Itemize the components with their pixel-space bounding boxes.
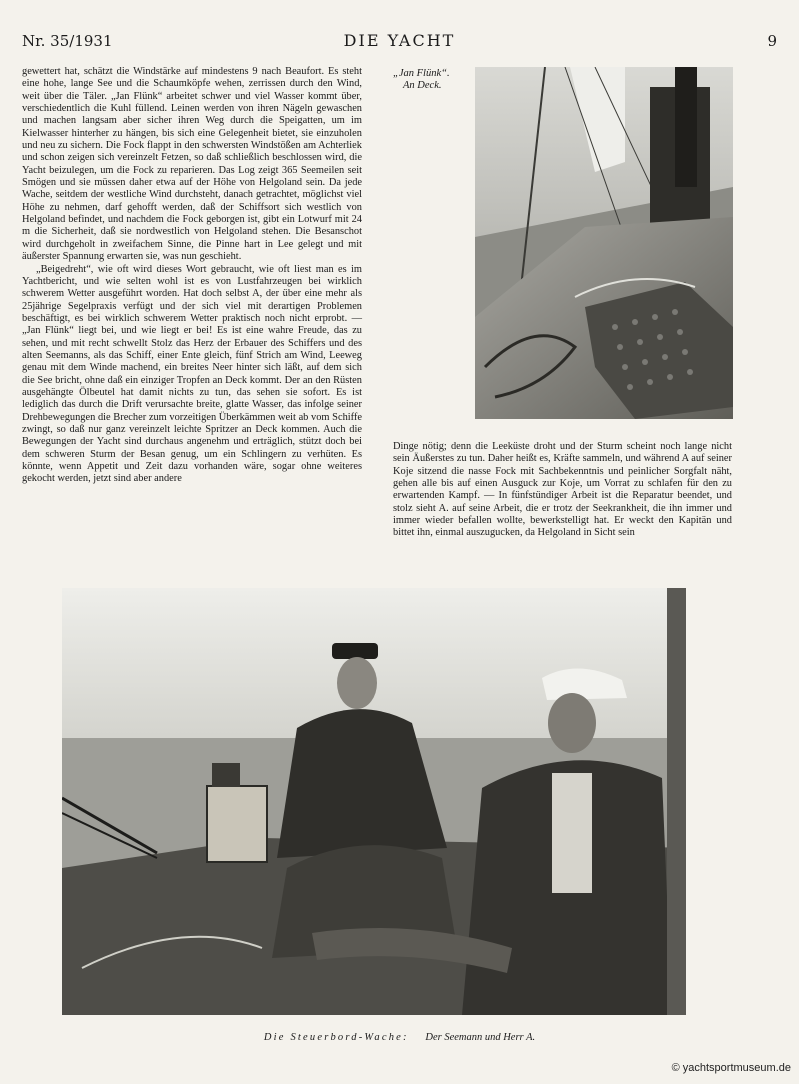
paragraph: „Beigedreht“, wie oft wird dieses Wort gebraucht, wie oft liest man es im Yachtbericht, und wie selten wohl ist es von Lustfahrzeugen bei wirklich schwerem Wetter ausgeführt worden. Hat doch selbst A, der über eine mehr als 25jährige Segelpraxis verfügt und der sich viel mit derartigen Problemen beschäftigt, es bei wirklich schwerem Wetter praktisch noch nicht erprobt. — „Jan Flünk“ liegt bei, und wie liegt er bei! Es ist eine wahre Freude, das zu sehen, und mit recht schwellt Stolz das Herz der Erbauer des Schiffers und des alten Seemanns, als das Schiff, einer Ente gleich, fünf Strich am Wind, Leeweg genau mit dem Winde machend, ein breites Neer hinter sich läßt, auf dem sich die See bricht, ohne daß ein einziger Tropfen an Deck kommt. Der an den Rüsten ausgehängte Ölbeutel hat damit nichts zu tun, das sehen sie sofort. Es ist lediglich das durch die Drift verursachte breite, glatte Wasser, das infolge seiner Drehbewegungen die Brecher zum vorzeitigen Überkämmen weit ab vom Schiffe zwingt, so daß nur ganz vereinzelt leichte Spritzer an Deck kommen. Auch die Bewegungen der Yacht sind durchaus angenehm und erträglich, stützt doch bei dem schweren Sturm der Besan genug, um ein Schlingern zu verhüten. Es könnte, wenn Appetit und Zeit dazu vorhanden wäre, sogar ohne weiteres gekocht werden, jetzt sind aber andere xyxy=(22,263,362,485)
caption-subtitle: An Deck. xyxy=(403,80,442,91)
caption-title: „Jan Flünk“. xyxy=(393,68,450,79)
paragraph: Dinge nötig; denn die Leeküste droht und der Sturm scheint noch lange nicht sein Äußerstes zu tun. Daher heißt es, Kräfte sammeln, und während A auf seiner Koje sitzend die nasse Fock mit Sachbekenntnis und peinlicher Sorgfalt näht, gehen alle bis auf einen Ausguck zur Koje, um Vorrat zu schlafen für den zu erwartenden Kampf. — In fünfstündiger Arbeit ist die Reparatur beendet, und stolz sieht A. auf seine Arbeit, die er trotz der Seekrankheit, die ihn immer und immer wieder befallen wollte, bewerkstelligt hat. Er weckt den Kapitän und bittet ihn, einmal auszugucken, da Helgoland in Sicht sein xyxy=(393,441,732,539)
page-number: 9 xyxy=(767,32,777,50)
caption-text: Der Seemann und Herr A. xyxy=(425,1032,536,1043)
caption-label: Die Steuerbord-Wache: xyxy=(263,1032,409,1043)
right-text-column xyxy=(393,441,732,540)
issue-number: Nr. 35/1931 xyxy=(22,32,113,50)
left-text-column xyxy=(22,66,362,486)
deck-photo xyxy=(475,67,733,419)
watermark: © yachtsportmuseum.de xyxy=(671,1062,791,1074)
paragraph: gewettert hat, schätzt die Windstärke auf mindestens 9 nach Beaufort. Es steht eine hohe, lange See und die Schaumköpfe wehen, zerrissen durch den Wind, weit über die Täler. „Jan Flünk“ arbeitet schwer und viel Wasser kommt über, verschiedentlich die Kuhl füllend. Leinen werden von ihren Nägeln gewaschen und machen langsam aber sicher ihren Weg durch die Speigatten, um im Kielwasser hinterher zu hängen, bis sich eine Gelegenheit bietet, sie einzuholen und neu zu sichern. Die Fock flappt in den schwersten Windstößen am Achterliek und schon zeigen sich vereinzelt Fetzen, so daß schließlich beschlossen wird, die Yacht beizulegen, um die Fock zu reparieren. Das Log zeigt 365 Seemeilen seit Smögen und sie müssen daher etwa auf der Höhe von Helgoland sein. Da jede Wache, seitdem der westliche Wind durchsteht, danach getrachtet, möglichst viel Höhe zu nehmen, darf gehofft werden, daß der Schiffsort sich westlich von Helgoland befindet, und nachdem die Fock geborgen ist, gibt ein Lotwurf mit 24 m die Sicherheit, daß sie nordwestlich von Helgoland stehen. Die Besanschot wird durchgeholt in zweifachem Sinne, die Pinne hart in Lee gelegt und mit äußerster Spannung erwarten sie, was nun geschieht. xyxy=(22,66,362,263)
deck-illustration xyxy=(475,67,733,419)
magazine-title: DIE YACHT xyxy=(343,31,456,50)
photo-top-caption xyxy=(393,68,473,92)
starboard-watch-photo xyxy=(62,588,686,1015)
crew-illustration xyxy=(62,588,686,1015)
photo-caption xyxy=(0,1032,799,1043)
